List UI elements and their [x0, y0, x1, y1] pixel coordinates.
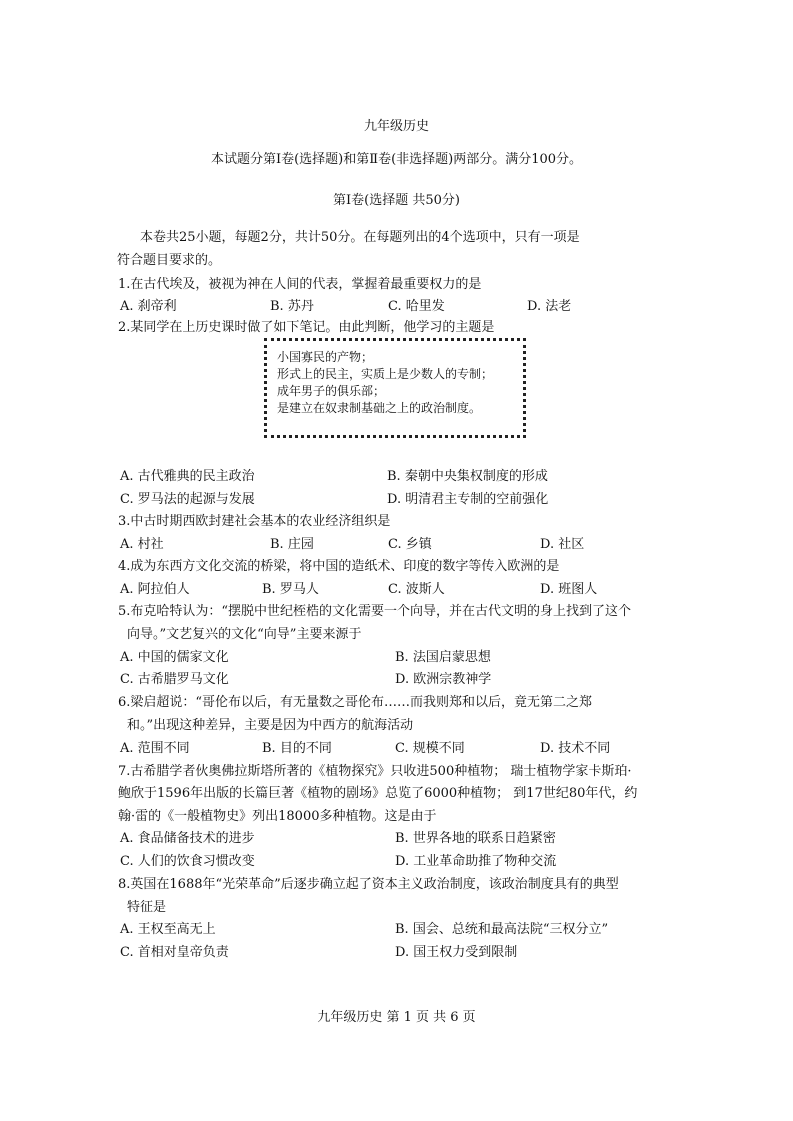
question-1-option-b: B. 苏丹 — [270, 299, 314, 314]
question-2-option-c: C. 罗马法的起源与发展 — [120, 492, 255, 507]
question-4-option-d: D. 班图人 — [540, 582, 598, 597]
question-8-option-b: B. 国会、总统和最高法院“三权分立” — [395, 922, 609, 937]
question-2-option-a: A. 古代雅典的民主政治 — [120, 469, 255, 484]
question-7-option-c: C. 人们的饮食习惯改变 — [120, 854, 255, 869]
question-7-stem-line1: 7.古希腊学者伙奥佛拉斯塔所著的《植物探究》只收进500种植物； 瑞士植物学家卡斯珀· — [118, 764, 632, 779]
question-5-option-d: D. 欧洲宗教神学 — [395, 672, 492, 687]
instructions-line1: 本卷共25小题，每题2分，共计50分。在每题列出的4个选项中，只有一项是 — [140, 230, 580, 245]
question-3-option-d: D. 社区 — [540, 537, 585, 552]
question-5-stem-line1: 5.布克哈特认为：“摆脱中世纪桎梏的文化需要一个向导，并在古代文明的身上找到了这个 — [118, 604, 632, 619]
question-6-option-d: D. 技术不同 — [540, 741, 611, 756]
question-4-option-c: C. 波斯人 — [388, 582, 445, 597]
question-2-stem: 2.某同学在上历史课时做了如下笔记。由此判断，他学习的主题是 — [118, 320, 495, 335]
note-line: 成年男子的俱乐部； — [277, 384, 386, 398]
question-7-stem-line3: 翰·雷的《一般植物史》列出18000多种植物。这是由于 — [118, 809, 437, 824]
question-6-option-b: B. 目的不同 — [262, 741, 332, 756]
question-5-option-b: B. 法国启蒙思想 — [395, 650, 491, 665]
question-3-option-c: C. 乡镇 — [388, 537, 432, 552]
exam-intro: 本试题分第Ⅰ卷(选择题)和第Ⅱ卷(非选择题)两部分。满分100分。 — [210, 152, 583, 167]
question-8-option-c: C. 首相对皇帝负责 — [120, 945, 229, 960]
question-7-stem-line2: 鲍欣于1596年出版的长篇巨著《植物的剧场》总览了6000种植物； 到17世纪80年代，约 — [118, 786, 638, 801]
question-4-option-b: B. 罗马人 — [262, 582, 319, 597]
question-1-option-c: C. 哈里发 — [388, 299, 445, 314]
question-3-option-b: B. 庄园 — [270, 537, 314, 552]
question-8-stem-line2: 特征是 — [127, 900, 167, 915]
page-footer: 九年级历史 第 1 页 共 6 页 — [317, 1010, 476, 1025]
question-1-option-a: A. 刹帝利 — [120, 299, 177, 314]
study-notes-box — [264, 338, 526, 438]
question-5-option-a: A. 中国的儒家文化 — [120, 650, 229, 665]
question-6-stem-line2: 和。”出现这种差异，主要是因为中西方的航海活动 — [127, 718, 414, 733]
note-line: 是建立在奴隶制基础之上的政治制度。 — [277, 401, 482, 415]
question-7-option-b: B. 世界各地的联系日趋紧密 — [395, 831, 556, 846]
question-1-option-d: D. 法老 — [527, 299, 572, 314]
question-7-option-d: D. 工业革命助推了物种交流 — [395, 854, 557, 869]
question-6-option-a: A. 范围不同 — [120, 741, 190, 756]
question-6-option-c: C. 规模不同 — [395, 741, 465, 756]
question-3-stem: 3.中古时期西欧封建社会基本的农业经济组织是 — [118, 514, 391, 529]
question-7-option-a: A. 食品储备技术的进步 — [120, 831, 255, 846]
page-title: 九年级历史 — [363, 119, 429, 134]
question-4-option-a: A. 阿拉伯人 — [120, 582, 190, 597]
question-4-stem: 4.成为东西方文化交流的桥梁，将中国的造纸术、印度的数字等传入欧洲的是 — [118, 559, 560, 574]
question-2-option-d: D. 明清君主专制的空前强化 — [387, 492, 549, 507]
question-3-option-a: A. 村社 — [120, 537, 164, 552]
question-2-option-b: B. 秦朝中央集权制度的形成 — [387, 469, 548, 484]
question-1-stem: 1.在古代埃及，被视为神在人间的代表，掌握着最重要权力的是 — [118, 277, 482, 292]
question-5-stem-line2: 向导。”文艺复兴的文化“向导”主要来源于 — [127, 627, 362, 642]
note-line: 小国寡民的产物； — [277, 350, 374, 364]
section-title: 第Ⅰ卷(选择题 共50分) — [333, 193, 460, 208]
question-5-option-c: C. 古希腊罗马文化 — [120, 672, 229, 687]
instructions-line2: 符合题目要求的。 — [117, 253, 222, 268]
question-8-option-d: D. 国王权力受到限制 — [395, 945, 518, 960]
question-8-stem-line1: 8.英国在1688年“光荣革命”后逐步确立起了资本主义政治制度，该政治制度具有的典型 — [118, 877, 619, 892]
question-8-option-a: A. 王权至高无上 — [120, 922, 216, 937]
question-6-stem-line1: 6.梁启超说：“哥伦布以后，有无量数之哥伦布……而我则郑和以后，竟无第二之郑 — [118, 695, 593, 710]
note-line: 形式上的民主，实质上是少数人的专制； — [277, 367, 494, 381]
